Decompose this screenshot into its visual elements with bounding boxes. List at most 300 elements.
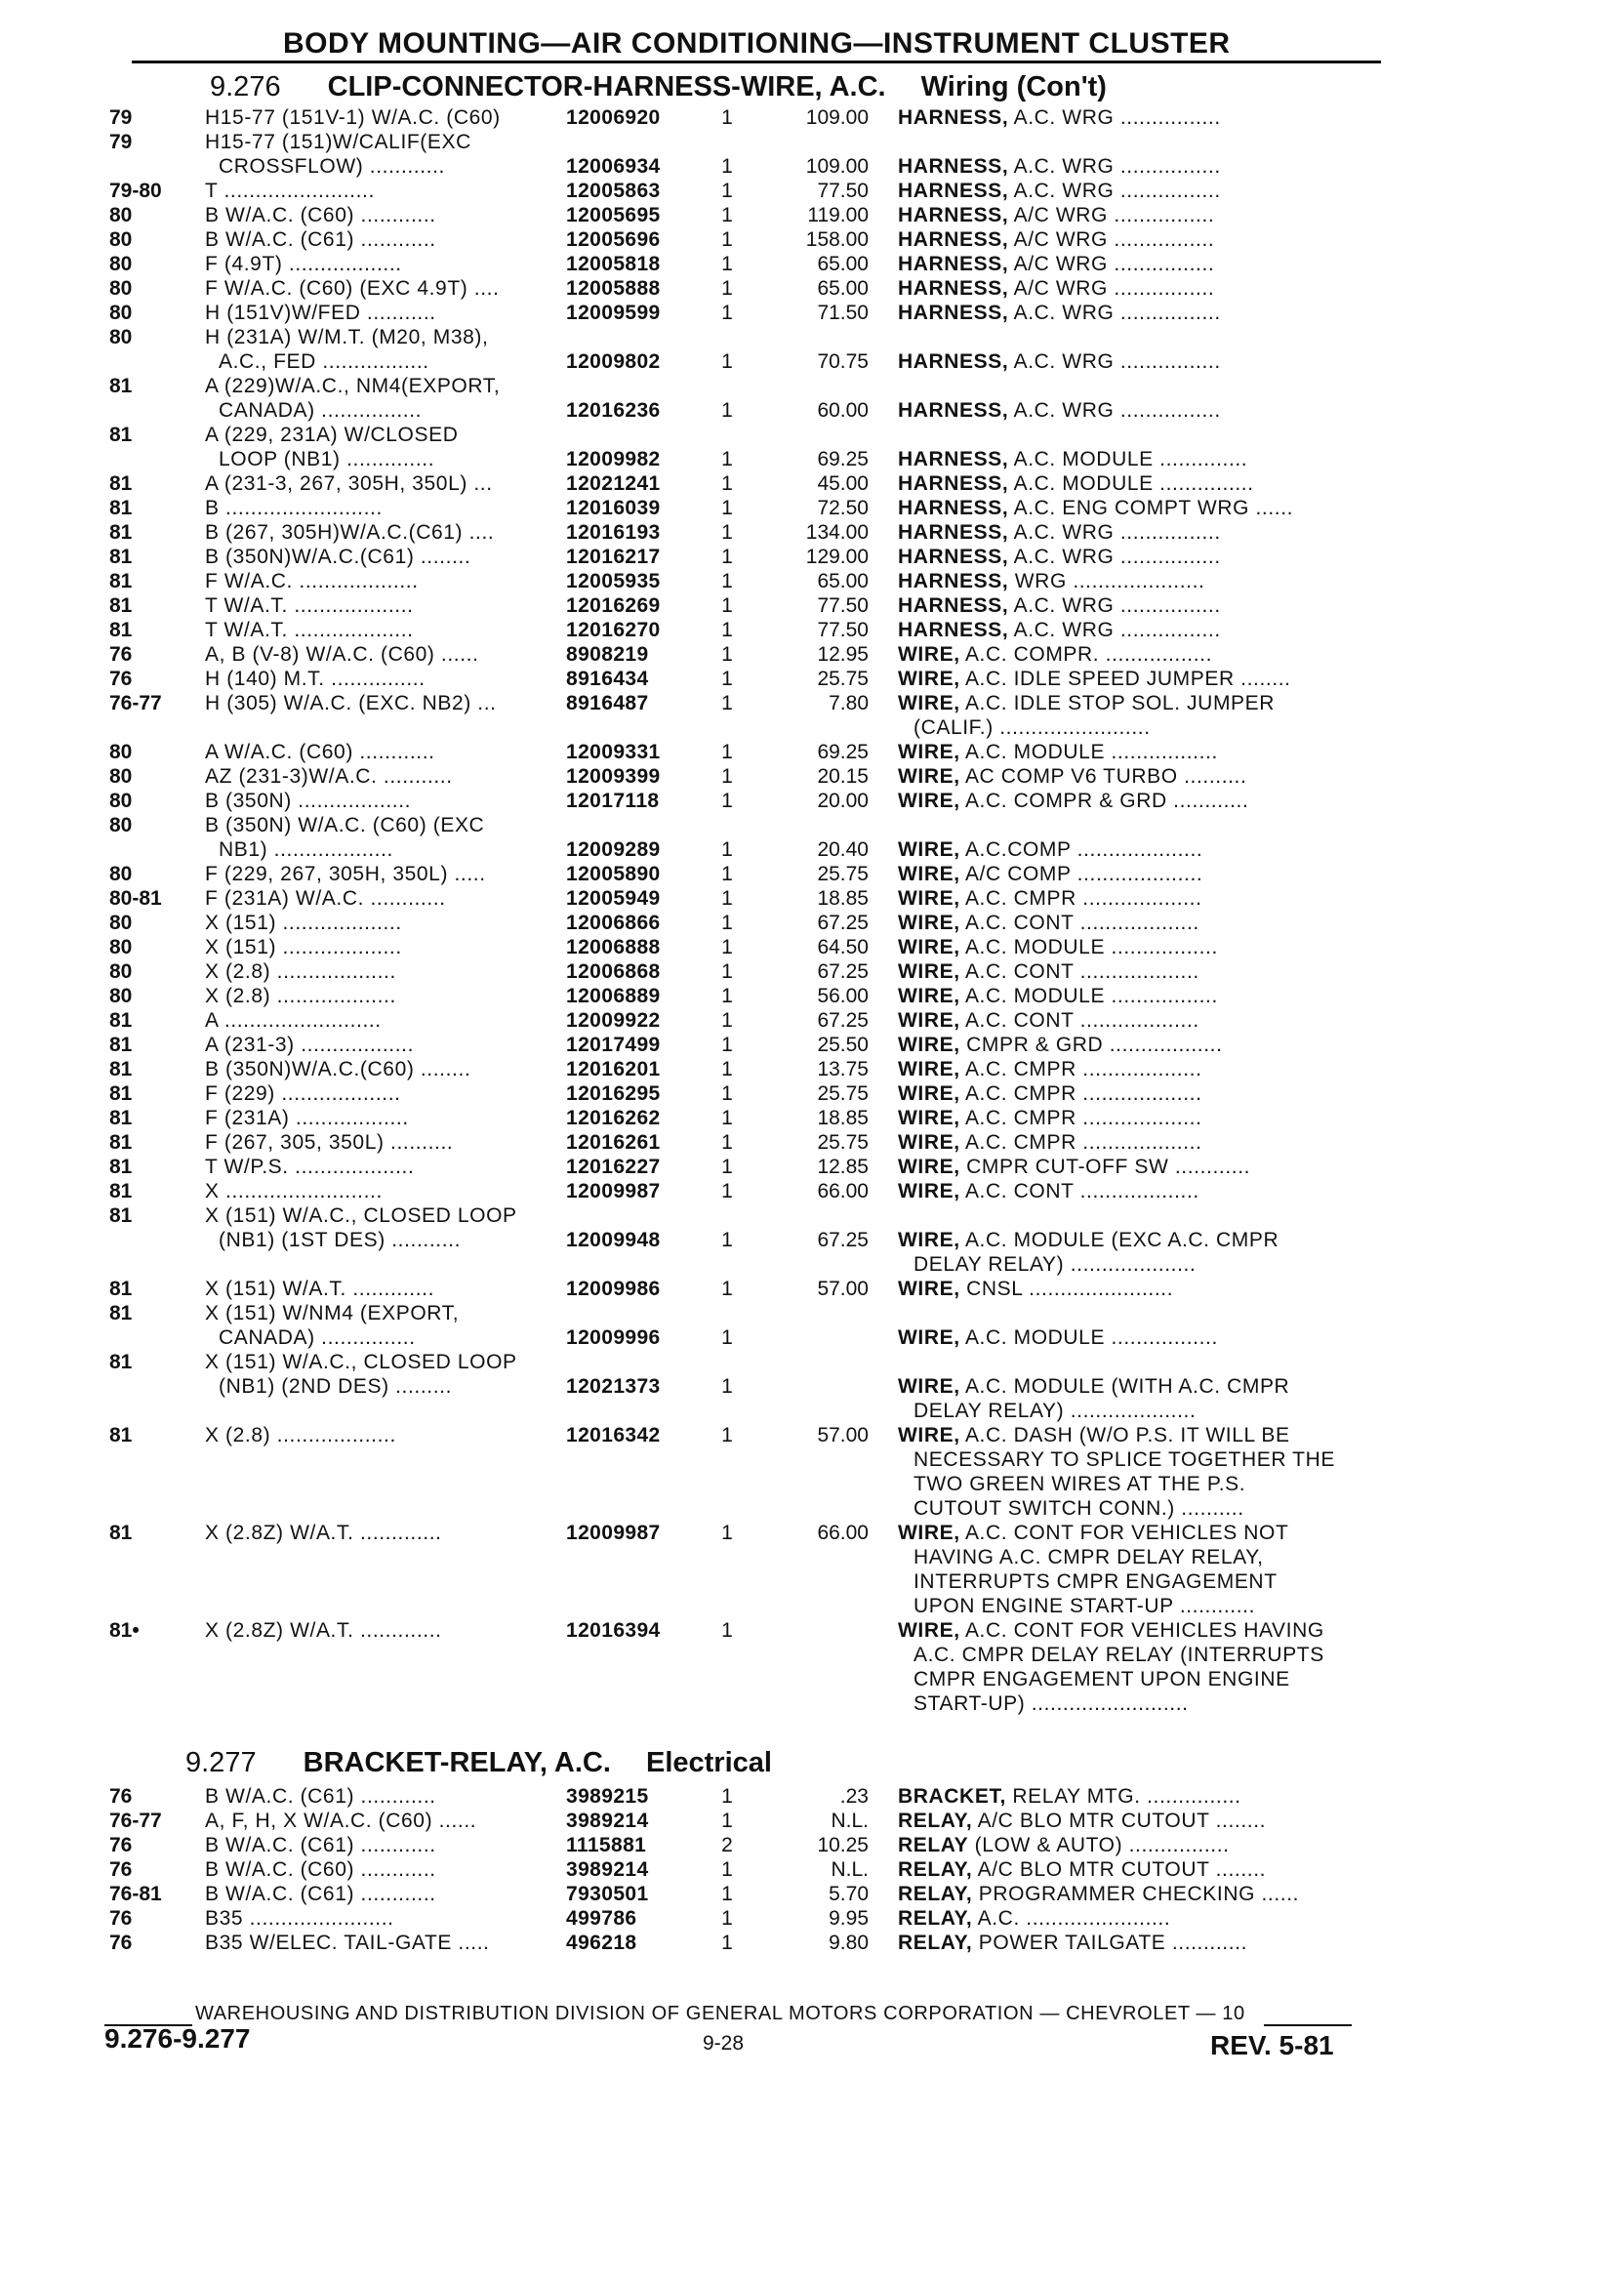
part-name-detail: NECESSARY TO SPLICE TOGETHER THE bbox=[914, 1448, 1335, 1471]
price: 119.00 bbox=[807, 204, 869, 226]
part-name-noun: WIRE, bbox=[898, 887, 960, 910]
model-year: 80 bbox=[109, 326, 133, 348]
part-name-detail: A.C. WRG ................ bbox=[1008, 302, 1221, 324]
part-name-noun: WIRE, bbox=[898, 668, 960, 690]
part-number: 12005695 bbox=[566, 204, 661, 226]
quantity: 1 bbox=[721, 1932, 733, 1954]
part-name-noun: WIRE, bbox=[898, 1131, 960, 1154]
part-name-noun: BRACKET, bbox=[898, 1785, 1006, 1808]
part-name-detail: (LOW & AUTO) ................ bbox=[968, 1834, 1230, 1856]
part-number: 12005949 bbox=[566, 887, 661, 910]
part-name-detail: A.C. WRG ................ bbox=[1008, 180, 1221, 202]
header-divider bbox=[132, 61, 1381, 63]
part-name-detail: START-UP) ......................... bbox=[914, 1692, 1189, 1715]
part-name bbox=[898, 349, 1483, 374]
model-year: 81 bbox=[109, 1302, 133, 1324]
part-number: 12009987 bbox=[566, 1180, 661, 1202]
part-name bbox=[898, 1691, 1499, 1716]
section-subcategory: Wiring (Con't) bbox=[920, 71, 1107, 102]
part-name-noun: HARNESS, bbox=[898, 253, 1009, 275]
part-name-detail: CMPR CUT-OFF SW ............ bbox=[959, 1156, 1251, 1178]
model-description: F W/A.C. ................... bbox=[205, 570, 419, 592]
part-name-detail: A.C. MODULE ................. bbox=[959, 936, 1218, 958]
part-name bbox=[898, 1130, 1483, 1155]
part-name bbox=[898, 1667, 1499, 1691]
part-name-detail: A.C. CMPR ................... bbox=[959, 1107, 1202, 1129]
model-description: B W/A.C. (C61) ............ bbox=[205, 1883, 436, 1905]
part-name-noun: HARNESS, bbox=[898, 570, 1009, 592]
part-name bbox=[898, 1472, 1499, 1496]
part-number: 12006920 bbox=[566, 106, 661, 129]
part-name bbox=[898, 959, 1483, 984]
model-year: 81 bbox=[109, 1522, 133, 1544]
model-description: A ......................... bbox=[205, 1009, 382, 1032]
model-description: (NB1) (1ST DES) ........... bbox=[219, 1229, 462, 1251]
quantity: 1 bbox=[721, 741, 733, 763]
part-name-detail: A.C. MODULE (WITH A.C. CMPR bbox=[959, 1375, 1290, 1398]
model-description: F (231A) W/A.C. ............ bbox=[205, 887, 446, 910]
part-name-detail: A.C. CMPR ................... bbox=[959, 1082, 1202, 1105]
quantity: 1 bbox=[721, 765, 733, 788]
part-name-detail: A.C. CMPR ................... bbox=[959, 1058, 1202, 1080]
part-number: 12016342 bbox=[566, 1424, 661, 1446]
part-name bbox=[898, 911, 1483, 935]
model-year: 81• bbox=[109, 1619, 140, 1642]
quantity: 1 bbox=[721, 1883, 733, 1905]
model-description: B W/A.C. (C61) ............ bbox=[205, 228, 436, 251]
section-number: 9.276 bbox=[210, 71, 281, 102]
part-name bbox=[898, 1833, 1483, 1857]
price: 69.25 bbox=[817, 741, 869, 763]
quantity: 1 bbox=[721, 546, 733, 568]
price: 129.00 bbox=[805, 546, 869, 568]
model-description: A, B (V-8) W/A.C. (C60) ...... bbox=[205, 643, 479, 666]
part-name-noun: HARNESS, bbox=[898, 448, 1009, 470]
quantity: 1 bbox=[721, 692, 733, 714]
quantity: 1 bbox=[721, 1107, 733, 1129]
part-name-detail: CMPR ENGAGEMENT UPON ENGINE bbox=[914, 1668, 1290, 1690]
model-year: 80 bbox=[109, 228, 133, 251]
quantity: 1 bbox=[721, 1375, 733, 1398]
part-number: 12005818 bbox=[566, 253, 661, 275]
model-year: 80-81 bbox=[109, 887, 162, 910]
model-year: 76-77 bbox=[109, 692, 162, 714]
part-name-detail: A.C. COMPR. ................. bbox=[959, 643, 1213, 666]
model-description: X (2.8Z) W/A.T. ............. bbox=[205, 1522, 442, 1544]
price: 25.75 bbox=[817, 668, 869, 690]
part-name-noun: WIRE, bbox=[898, 643, 960, 666]
part-name bbox=[898, 935, 1483, 959]
part-name-noun: WIRE, bbox=[898, 1229, 960, 1251]
part-name-detail: AC COMP V6 TURBO .......... bbox=[959, 765, 1247, 788]
model-year: 80 bbox=[109, 204, 133, 226]
quantity: 1 bbox=[721, 960, 733, 983]
part-name bbox=[898, 886, 1483, 911]
part-name bbox=[898, 1423, 1483, 1447]
model-year: 80 bbox=[109, 960, 133, 983]
model-description: A, F, H, X W/A.C. (C60) ...... bbox=[205, 1810, 477, 1832]
model-year: 81 bbox=[109, 1156, 133, 1178]
part-name-noun: HARNESS, bbox=[898, 228, 1009, 251]
price: 60.00 bbox=[817, 399, 869, 422]
part-name-detail: A.C. MODULE ................. bbox=[959, 741, 1218, 763]
quantity: 1 bbox=[721, 1229, 733, 1251]
part-name-noun: WIRE, bbox=[898, 912, 960, 934]
part-name-detail: TWO GREEN WIRES AT THE P.S. bbox=[914, 1473, 1246, 1495]
part-name-noun: WIRE, bbox=[898, 985, 960, 1007]
part-name-detail: A.C. MODULE (EXC A.C. CMPR bbox=[959, 1229, 1279, 1251]
quantity: 1 bbox=[721, 1156, 733, 1178]
part-name bbox=[898, 179, 1483, 203]
model-description: AZ (231-3)W/A.C. ........... bbox=[205, 765, 453, 788]
part-name bbox=[898, 740, 1483, 764]
quantity: 1 bbox=[721, 1810, 733, 1832]
part-name bbox=[898, 593, 1483, 618]
part-name-noun: RELAY bbox=[898, 1834, 969, 1856]
part-name-noun: WIRE, bbox=[898, 1522, 960, 1544]
part-name-detail: A.C. WRG ................ bbox=[1008, 399, 1221, 422]
quantity: 1 bbox=[721, 1082, 733, 1105]
part-number: 12009802 bbox=[566, 350, 661, 373]
model-year: 81 bbox=[109, 594, 133, 617]
part-number: 3989215 bbox=[566, 1785, 649, 1808]
price: 67.25 bbox=[817, 912, 869, 934]
section-category: BRACKET-RELAY, A.C. bbox=[303, 1747, 611, 1778]
price: 45.00 bbox=[817, 472, 869, 495]
model-description: X (151) ................... bbox=[205, 936, 402, 958]
quantity: 1 bbox=[721, 1619, 733, 1642]
part-number: 12005863 bbox=[566, 180, 661, 202]
part-number: 496218 bbox=[566, 1932, 637, 1954]
part-number: 12005890 bbox=[566, 863, 661, 885]
part-name bbox=[898, 1906, 1483, 1931]
model-year: 81 bbox=[109, 1351, 133, 1373]
model-description: B W/A.C. (C61) ............ bbox=[205, 1785, 436, 1808]
price: 69.25 bbox=[817, 448, 869, 470]
quantity: 1 bbox=[721, 497, 733, 519]
price: 13.75 bbox=[817, 1058, 869, 1080]
part-name-detail: PROGRAMMER CHECKING ...... bbox=[972, 1883, 1300, 1905]
model-description: X (151) W/A.C., CLOSED LOOP bbox=[205, 1351, 517, 1373]
quantity: 1 bbox=[721, 594, 733, 617]
model-description: CANADA) ............... bbox=[219, 1326, 416, 1349]
model-description: B (350N) W/A.C. (C60) (EXC bbox=[205, 814, 485, 836]
part-number: 12016295 bbox=[566, 1082, 661, 1105]
part-name bbox=[898, 1155, 1483, 1179]
price: 20.40 bbox=[817, 838, 869, 861]
part-name-noun: RELAY, bbox=[898, 1932, 973, 1954]
part-name bbox=[898, 837, 1483, 862]
part-name bbox=[898, 1033, 1483, 1057]
part-name-detail: A.C. MODULE ................. bbox=[959, 1326, 1218, 1349]
part-name bbox=[898, 1399, 1499, 1423]
model-year: 80 bbox=[109, 936, 133, 958]
part-name bbox=[898, 203, 1483, 227]
part-name bbox=[898, 105, 1483, 130]
part-name bbox=[898, 1545, 1499, 1569]
part-name-noun: WIRE, bbox=[898, 1058, 960, 1080]
model-description: B (350N) .................. bbox=[205, 790, 412, 812]
model-description: A (229, 231A) W/CLOSED bbox=[205, 424, 459, 446]
part-name-detail: A.C. MODULE .............. bbox=[1008, 448, 1248, 470]
quantity: 1 bbox=[721, 1278, 733, 1300]
part-name-detail: A.C. IDLE SPEED JUMPER ........ bbox=[959, 668, 1291, 690]
model-description: T ........................ bbox=[205, 180, 375, 202]
model-description: B (267, 305H)W/A.C.(C61) .... bbox=[205, 521, 495, 544]
price: 12.85 bbox=[817, 1156, 869, 1178]
model-year: 80 bbox=[109, 985, 133, 1007]
footer-section-code: 9.276-9.277 bbox=[104, 2023, 251, 2054]
part-name bbox=[898, 1008, 1483, 1033]
part-name-noun: WIRE, bbox=[898, 1424, 960, 1446]
part-number: 12006934 bbox=[566, 155, 661, 178]
part-name-noun: RELAY, bbox=[898, 1810, 973, 1832]
part-name-detail: A.C. WRG ................ bbox=[1008, 546, 1221, 568]
part-number: 12009987 bbox=[566, 1522, 661, 1544]
part-name-noun: WIRE, bbox=[898, 1009, 960, 1032]
part-name-noun: RELAY, bbox=[898, 1883, 973, 1905]
part-name-noun: WIRE, bbox=[898, 765, 960, 788]
part-name bbox=[898, 691, 1483, 715]
part-name bbox=[898, 1179, 1483, 1203]
part-name-detail: A.C.COMP .................... bbox=[959, 838, 1203, 861]
quantity: 1 bbox=[721, 350, 733, 373]
model-year: 81 bbox=[109, 1107, 133, 1129]
part-number: 12009331 bbox=[566, 741, 661, 763]
part-name-detail: A/C WRG ................ bbox=[1008, 253, 1215, 275]
price: 67.25 bbox=[817, 1229, 869, 1251]
part-name-detail: DELAY RELAY) .................... bbox=[914, 1400, 1197, 1422]
model-year: 76 bbox=[109, 1785, 133, 1808]
quantity: 1 bbox=[721, 570, 733, 592]
model-year: 81 bbox=[109, 619, 133, 641]
price: 66.00 bbox=[817, 1522, 869, 1544]
quantity: 1 bbox=[721, 399, 733, 422]
part-name bbox=[898, 1857, 1483, 1882]
part-name-noun: WIRE, bbox=[898, 863, 960, 885]
part-name-detail: A/C COMP .................... bbox=[959, 863, 1203, 885]
part-number: 12009986 bbox=[566, 1278, 661, 1300]
price: 9.95 bbox=[829, 1907, 869, 1930]
part-name bbox=[898, 276, 1483, 301]
part-number: 12016193 bbox=[566, 521, 661, 544]
quantity: 1 bbox=[721, 838, 733, 861]
model-year: 81 bbox=[109, 424, 133, 446]
part-name bbox=[898, 1057, 1483, 1081]
part-name-detail: A.C. WRG ................ bbox=[1008, 521, 1221, 544]
part-name-noun: WIRE, bbox=[898, 1278, 960, 1300]
part-name bbox=[898, 496, 1483, 520]
part-name-detail: RELAY MTG. ............... bbox=[1005, 1785, 1241, 1808]
price: 134.00 bbox=[805, 521, 869, 544]
part-name-detail: CUTOUT SWITCH CONN.) .......... bbox=[914, 1497, 1244, 1520]
part-number: 3989214 bbox=[566, 1810, 649, 1832]
model-year: 76 bbox=[109, 1907, 133, 1930]
part-name-detail: WRG ..................... bbox=[1008, 570, 1205, 592]
part-name-detail: A.C. CMPR ................... bbox=[959, 887, 1202, 910]
model-year: 81 bbox=[109, 1424, 133, 1446]
part-name-detail: A.C. MODULE ................. bbox=[959, 985, 1218, 1007]
model-year: 81 bbox=[109, 1034, 133, 1056]
part-name-noun: WIRE, bbox=[898, 1326, 960, 1349]
price: 65.00 bbox=[817, 277, 869, 300]
model-description: A W/A.C. (C60) ............ bbox=[205, 741, 435, 763]
part-name-detail: A.C. MODULE ............... bbox=[1008, 472, 1254, 495]
model-year: 81 bbox=[109, 521, 133, 544]
part-name bbox=[898, 1521, 1483, 1545]
quantity: 1 bbox=[721, 253, 733, 275]
quantity: 1 bbox=[721, 521, 733, 544]
part-name bbox=[898, 789, 1483, 813]
model-year: 76-77 bbox=[109, 1810, 162, 1832]
part-name-detail: POWER TAILGATE ............ bbox=[972, 1932, 1248, 1954]
model-description: X (151) W/A.T. ............. bbox=[205, 1278, 435, 1300]
part-number: 12016217 bbox=[566, 546, 661, 568]
model-description: X (151) W/NM4 (EXPORT, bbox=[205, 1302, 460, 1324]
part-name bbox=[898, 154, 1483, 179]
part-number: 12016261 bbox=[566, 1131, 661, 1154]
price: 70.75 bbox=[817, 350, 869, 373]
price: 77.50 bbox=[817, 180, 869, 202]
part-number: 12016039 bbox=[566, 497, 661, 519]
model-year: 81 bbox=[109, 570, 133, 592]
part-number: 12009399 bbox=[566, 765, 661, 788]
model-year: 80 bbox=[109, 302, 133, 324]
part-number: 12005696 bbox=[566, 228, 661, 251]
model-year: 76 bbox=[109, 1858, 133, 1881]
model-year: 80 bbox=[109, 814, 133, 836]
price: 25.75 bbox=[817, 1131, 869, 1154]
part-number: 12009948 bbox=[566, 1229, 661, 1251]
part-name-noun: RELAY, bbox=[898, 1907, 973, 1930]
page-title: BODY MOUNTING—AIR CONDITIONING—INSTRUMENT CLUSTER bbox=[283, 27, 1231, 60]
price: 57.00 bbox=[817, 1278, 869, 1300]
price: 25.50 bbox=[817, 1034, 869, 1056]
part-name bbox=[898, 520, 1483, 545]
part-name bbox=[898, 301, 1483, 325]
quantity: 1 bbox=[721, 1131, 733, 1154]
model-year: 76 bbox=[109, 668, 133, 690]
part-name-detail: A.C. CONT FOR VEHICLES NOT bbox=[959, 1522, 1289, 1544]
part-number: 3989214 bbox=[566, 1858, 649, 1881]
quantity: 1 bbox=[721, 448, 733, 470]
part-name-noun: WIRE, bbox=[898, 1180, 960, 1202]
quantity: 1 bbox=[721, 1009, 733, 1032]
part-name-noun: WIRE, bbox=[898, 1107, 960, 1129]
model-year: 80 bbox=[109, 741, 133, 763]
model-year: 79-80 bbox=[109, 180, 162, 202]
part-name bbox=[898, 1931, 1483, 1955]
model-description: CANADA) ................ bbox=[219, 399, 423, 422]
part-name-detail: A.C. CMPR ................... bbox=[959, 1131, 1202, 1154]
quantity: 1 bbox=[721, 1907, 733, 1930]
part-name-noun: WIRE, bbox=[898, 936, 960, 958]
model-year: 76-81 bbox=[109, 1883, 162, 1905]
price: 12.95 bbox=[817, 643, 869, 666]
part-name-noun: WIRE, bbox=[898, 692, 960, 714]
model-year: 81 bbox=[109, 1204, 133, 1227]
part-name-detail: A.C. ....................... bbox=[972, 1907, 1171, 1930]
price: 77.50 bbox=[817, 619, 869, 641]
quantity: 1 bbox=[721, 668, 733, 690]
model-description: A.C., FED ................. bbox=[219, 350, 429, 373]
quantity: 1 bbox=[721, 155, 733, 178]
model-description: B (350N)W/A.C.(C61) ........ bbox=[205, 546, 471, 568]
part-name bbox=[898, 447, 1483, 471]
price: 158.00 bbox=[805, 228, 869, 251]
quantity: 1 bbox=[721, 790, 733, 812]
model-year: 80 bbox=[109, 790, 133, 812]
part-name bbox=[898, 715, 1499, 740]
price: 10.25 bbox=[817, 1834, 869, 1856]
section-number: 9.277 bbox=[185, 1747, 257, 1778]
part-name bbox=[898, 1594, 1499, 1618]
part-number: 12006889 bbox=[566, 985, 661, 1007]
quantity: 1 bbox=[721, 1034, 733, 1056]
model-year: 81 bbox=[109, 497, 133, 519]
quantity: 1 bbox=[721, 1858, 733, 1881]
part-number: 12006868 bbox=[566, 960, 661, 983]
part-name-noun: HARNESS, bbox=[898, 302, 1009, 324]
model-description: B W/A.C. (C60) ............ bbox=[205, 204, 436, 226]
part-number: 12016227 bbox=[566, 1156, 661, 1178]
part-name-detail: A.C. WRG ................ bbox=[1008, 619, 1221, 641]
part-name bbox=[898, 1277, 1483, 1301]
model-description: X (2.8) ................... bbox=[205, 960, 396, 983]
model-year: 80 bbox=[109, 277, 133, 300]
part-name-noun: WIRE, bbox=[898, 1619, 960, 1642]
part-name bbox=[898, 1374, 1483, 1399]
part-name-detail: A.C. DASH (W/O P.S. IT WILL BE bbox=[959, 1424, 1290, 1446]
part-number: 12009599 bbox=[566, 302, 661, 324]
model-year: 81 bbox=[109, 1058, 133, 1080]
quantity: 1 bbox=[721, 1058, 733, 1080]
model-description: T W/P.S. ................... bbox=[205, 1156, 415, 1178]
quantity: 1 bbox=[721, 985, 733, 1007]
part-number: 12005935 bbox=[566, 570, 661, 592]
part-name bbox=[898, 667, 1483, 691]
model-year: 81 bbox=[109, 1180, 133, 1202]
part-number: 8916434 bbox=[566, 668, 649, 690]
model-year: 81 bbox=[109, 472, 133, 495]
part-name bbox=[898, 764, 1483, 789]
part-number: 12009996 bbox=[566, 1326, 661, 1349]
part-number: 12006888 bbox=[566, 936, 661, 958]
part-name bbox=[898, 1081, 1483, 1106]
model-description: B W/A.C. (C60) ............ bbox=[205, 1858, 436, 1881]
model-description: B35 ....................... bbox=[205, 1907, 394, 1930]
part-name-detail: A.C. CMPR DELAY RELAY (INTERRUPTS bbox=[914, 1644, 1324, 1666]
part-number: 499786 bbox=[566, 1907, 637, 1930]
part-name-detail: INTERRUPTS CMPR ENGAGEMENT bbox=[914, 1570, 1278, 1593]
part-name-noun: WIRE, bbox=[898, 1034, 960, 1056]
part-name bbox=[898, 1447, 1499, 1472]
quantity: 1 bbox=[721, 1424, 733, 1446]
model-description: T W/A.T. ................... bbox=[205, 594, 414, 617]
price: 109.00 bbox=[805, 106, 869, 129]
footer-divider bbox=[1264, 2024, 1352, 2026]
part-name-noun: RELAY, bbox=[898, 1858, 973, 1881]
quantity: 1 bbox=[721, 619, 733, 641]
section-heading bbox=[210, 71, 1107, 103]
quantity: 1 bbox=[721, 643, 733, 666]
part-name bbox=[898, 471, 1483, 496]
price: 18.85 bbox=[817, 1107, 869, 1129]
price: N.L. bbox=[831, 1858, 869, 1881]
part-name-noun: WIRE, bbox=[898, 1082, 960, 1105]
part-number: 12009982 bbox=[566, 448, 661, 470]
model-description: H (305) W/A.C. (EXC. NB2) ... bbox=[205, 692, 497, 714]
